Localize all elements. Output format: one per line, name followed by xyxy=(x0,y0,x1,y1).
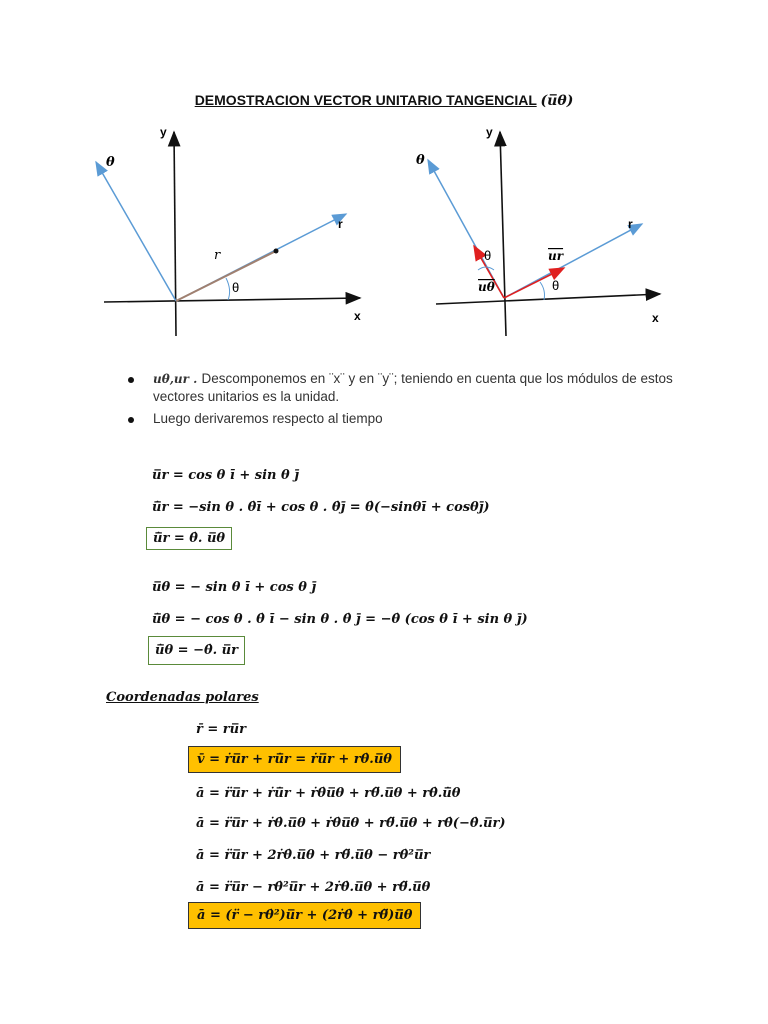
equation-accel-final: ā = (r̈ − rθ̇²)u̅r + (2ṙθ̇ + rθ̈)u̅θ xyxy=(188,902,421,929)
bullet-text: Luego derivaremos respecto al tiempo xyxy=(153,411,383,426)
r-label: r xyxy=(628,217,633,231)
angle-bottom-label: θ xyxy=(552,278,560,293)
bullet-text: Descomponemos en ¨x¨ y en ¨y¨; teniendo en cuenta que los módulos de estos vectores unitarios es la unidad. xyxy=(153,371,673,404)
vector-diagrams xyxy=(0,118,768,338)
theta-label: θ xyxy=(106,155,115,170)
equation-ur: u̅r = cos θ ī + sin θ j̄ xyxy=(152,468,299,483)
equation-ur-result: u̅̇r = θ̇. u̅θ xyxy=(146,527,232,550)
right-figure xyxy=(416,125,660,336)
y-label: y xyxy=(160,125,167,139)
bullet-item xyxy=(128,410,673,428)
bullet-dot xyxy=(128,377,134,383)
utheta-label: uθ xyxy=(478,280,495,294)
equation-accel-2: ā = r̈u̅r + ṙθ̇.u̅θ + ṙθ̇u̅θ + rθ̈.u̅θ + rθ̇(−θ̇.u̅r) xyxy=(196,816,506,831)
equation-velocity: v̄ = ṙu̅r + ru̅̇r = ṙu̅r + rθ̇.u̅θ xyxy=(188,746,401,773)
y-axis xyxy=(174,132,176,336)
angle-top-label: θ xyxy=(484,248,492,263)
equation-accel-3: ā = r̈u̅r + 2ṙθ̇.u̅θ + rθ̈.u̅θ − rθ̇²u̅r xyxy=(196,848,431,863)
equation-accel-4: ā = r̈u̅r − rθ̇²u̅r + 2ṙθ̇.u̅θ + rθ̈.u̅θ xyxy=(196,880,431,895)
angle-arc-bottom xyxy=(540,282,545,300)
title-text: DEMOSTRACION VECTOR UNITARIO TANGENCIAL xyxy=(194,92,537,108)
y-label: y xyxy=(486,125,493,139)
equation-accel-1: ā = r̈u̅r + ṙu̅̇r + ṙθ̇u̅θ + rθ̈.u̅θ + rθ̇.u̅̇θ xyxy=(196,786,461,801)
x-axis xyxy=(436,294,660,304)
x-label: x xyxy=(652,311,659,325)
x-label: x xyxy=(354,309,361,323)
theta-label: θ xyxy=(416,153,425,168)
theta-vector xyxy=(96,162,176,301)
angle-arc xyxy=(226,278,230,300)
equation-ur-dot: u̅̇r = −sin θ . θ̇ī + cos θ . θ̇j̄ = θ̇(−sinθī + cosθj̄) xyxy=(152,500,490,515)
angle-label: θ xyxy=(232,280,240,295)
bullet-lead: uθ,ur . xyxy=(153,372,202,386)
ur-label: ur xyxy=(548,249,564,263)
x-axis xyxy=(104,298,360,302)
y-axis xyxy=(500,132,506,336)
equation-utheta: u̅θ = − sin θ ī + cos θ j̄ xyxy=(152,580,317,595)
particle-point xyxy=(274,249,279,254)
left-figure xyxy=(96,125,361,336)
bullet-dot xyxy=(128,417,134,423)
title-symbol: (u̅θ) xyxy=(540,93,574,109)
page-title xyxy=(0,92,768,109)
r-mid-label: r xyxy=(214,248,221,263)
r-segment xyxy=(176,251,276,301)
equation-position: r̄ = ru̅r xyxy=(196,722,246,737)
bullet-item xyxy=(128,370,673,406)
equation-utheta-result: u̅̇θ = −θ̇. u̅r xyxy=(148,636,245,665)
equation-utheta-dot: u̅̇θ = − cos θ . θ̇ ī − sin θ . θ̇ j̄ = −θ̇ (cos θ ī + sin θ j̄) xyxy=(152,612,528,627)
section-title: Coordenadas polares xyxy=(106,690,259,705)
angle-arc-top xyxy=(478,267,494,270)
r-label: r xyxy=(338,217,343,231)
